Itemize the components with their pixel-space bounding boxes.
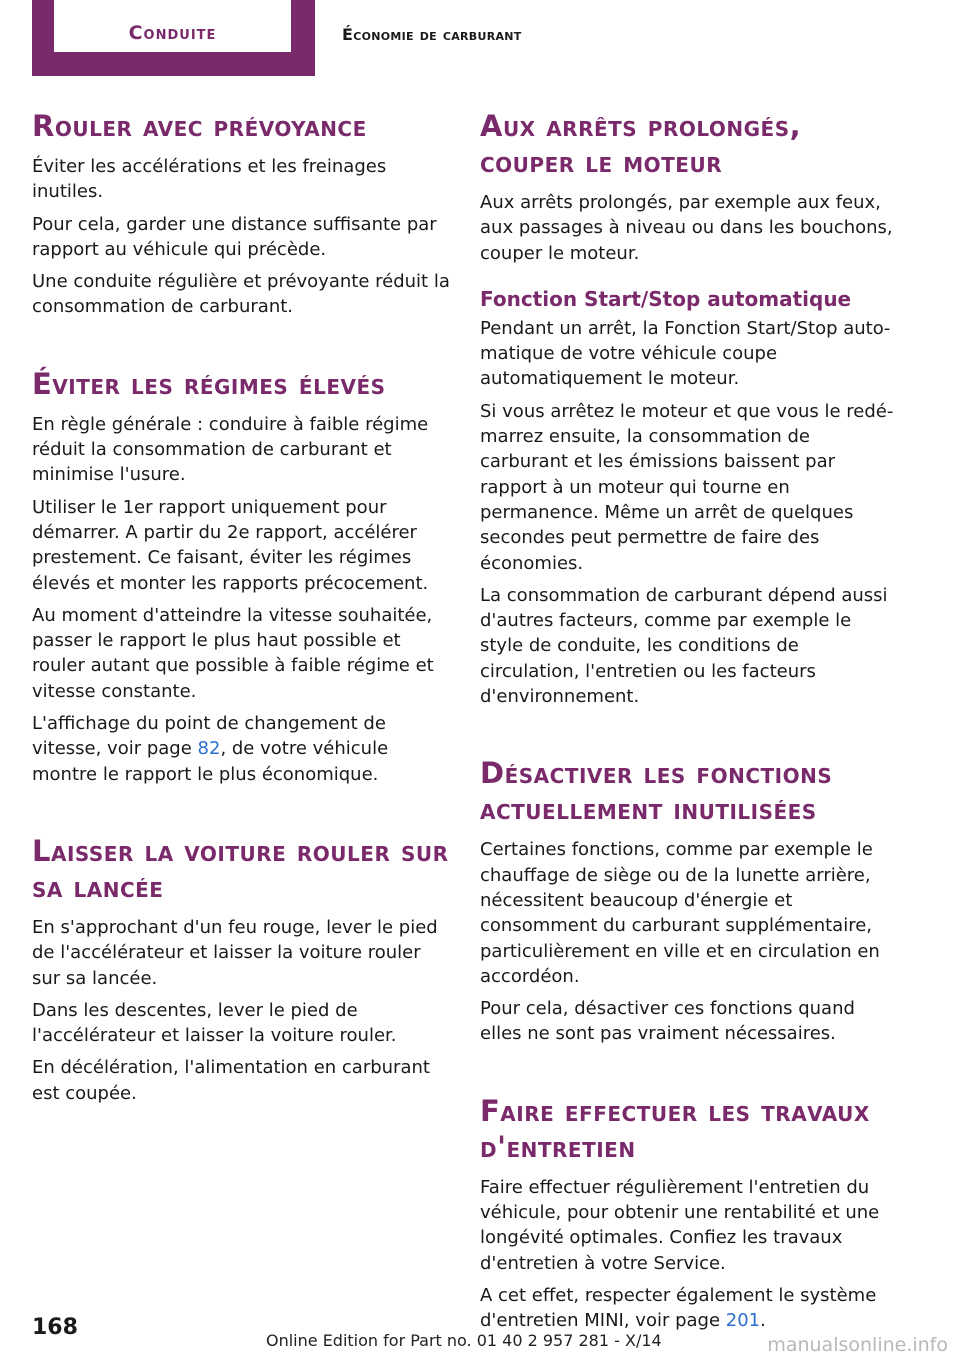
page-link-201[interactable]: 201 — [725, 1310, 761, 1332]
paragraph: En règle générale : conduire à faible régime réduit la consommation de carburant et minimise l'usure. — [32, 413, 429, 486]
paragraph-with-link — [32, 711, 452, 787]
heading-lancee: Laisser la voiture rouler sur sa lancée — [32, 833, 449, 904]
watermark: manualsonline.info — [767, 1334, 948, 1356]
edition-line: Online Edition for Part no. 01 40 2 957 281 - X/14 — [266, 1331, 662, 1350]
text: L'affichage du point de changement de vitesse, voir page — [32, 713, 386, 760]
text: , de votre véhicule montre le rapport le plus économique. — [32, 738, 389, 785]
paragraph: La consommation de carburant dépend aussi d'autres facteurs, comme par exemple le style de conduite, les conditions de circulation, l'entretien ou les facteurs d'environnement. — [480, 584, 888, 708]
page-link-82[interactable]: 82 — [197, 738, 221, 760]
paragraph: Faire effectuer régulièrement l'entretien du véhicule, pour obtenir une rentabilité et une longévité optimales. Confiez les travaux d'entretien à votre Service. — [480, 1176, 880, 1274]
heading-desactiver: Désactiver les fonctions actuellement inutilisées — [480, 756, 833, 827]
chapter-tab-label: Conduite — [128, 22, 217, 44]
paragraph: Éviter les accélérations et les freinages inutiles. — [32, 156, 387, 203]
paragraph: En s'approchant d'un feu rouge, lever le pied de l'accélérateur et laisser la voiture rouler sur sa lancée. — [32, 916, 438, 989]
paragraph: Si vous arrêtez le moteur et que vous le redémarrez ensuite, la consommation de carburant et les émissions baissent par rapport à un moteur qui tourne en permanence. Même un arrêt de quelques secondes peut permettre de faire des économies. — [480, 400, 894, 574]
heading-arrets: Aux arrêts prolongés, couper le moteur — [480, 109, 802, 179]
paragraph: En décélération, l'alimentation en carburant est coupée. — [32, 1057, 430, 1104]
heading-entretien: Faire effectuer les travaux d'entretien — [480, 1093, 870, 1164]
text: . — [760, 1310, 766, 1332]
text: A cet effet, respecter également le système d'entretien MINI, voir page — [480, 1284, 877, 1332]
left-column — [32, 108, 452, 1113]
paragraph: Pour cela, désactiver ces fonctions quand elles ne sont pas vraiment nécessaires. — [480, 998, 855, 1045]
paragraph-with-link — [480, 1283, 900, 1334]
paragraph: Certaines fonctions, comme par exemple le chauffage de siège ou de la lunette arrière, nécessitent beaucoup d'énergie et consomment du carburant supplémentaire, particulièrement en ville et en circulation en accordéon. — [480, 839, 880, 987]
right-column — [480, 108, 900, 1341]
paragraph: Pour cela, garder une distance suffisante par rapport au véhicule qui précède. — [32, 213, 437, 260]
subheading-start-stop: Fonction Start/Stop automatique — [480, 286, 852, 311]
paragraph: Aux arrêts prolongés, par exemple aux feux, aux passages à niveau ou dans les bouchons, couper le moteur. — [480, 192, 893, 264]
heading-regimes: Éviter les régimes élevés — [32, 366, 386, 401]
heading-rouler: Rouler avec prévoyance — [32, 109, 367, 143]
paragraph: Utiliser le 1er rapport uniquement pour démarrer. A partir du 2e rapport, accélérer prestement. Ce faisant, éviter les régimes élevés et monter les rapports précocement. — [32, 496, 429, 594]
paragraph: Dans les descentes, lever le pied de l'accélérateur et laisser la voiture rouler. — [32, 999, 397, 1047]
paragraph: Au moment d'atteindre la vitesse souhaitée, passer le rapport le plus haut possible et rouler autant que possible à faible régime et vitesse constante. — [32, 604, 434, 702]
section-label: Économie de carburant — [342, 25, 522, 44]
paragraph: Une conduite régulière et prévoyante réduit la consommation de carburant. — [32, 271, 450, 318]
paragraph: Pendant un arrêt, la Fonction Start/Stop automatique de votre véhicule coupe automatiquement le moteur. — [480, 317, 891, 390]
page-number: 168 — [32, 1315, 78, 1340]
